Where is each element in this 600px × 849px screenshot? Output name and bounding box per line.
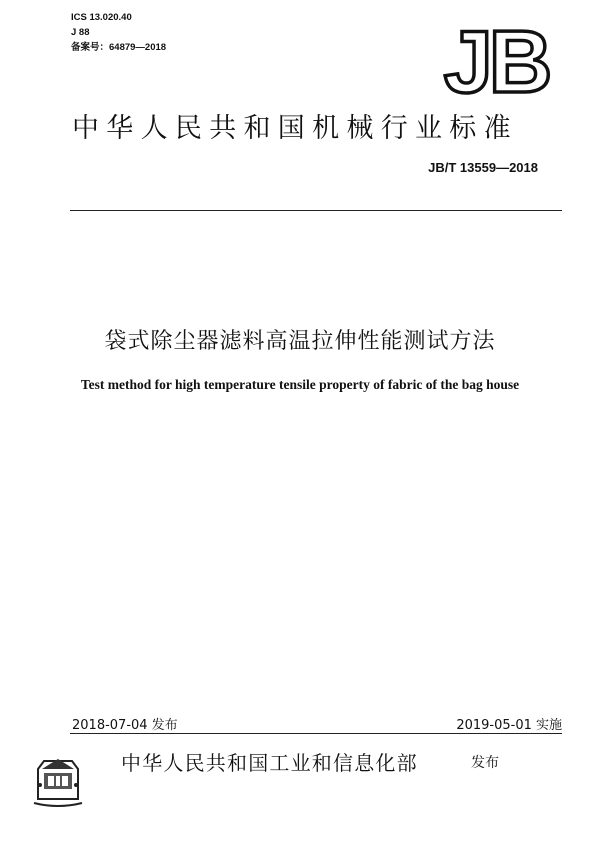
document-title-chinese: 袋式除尘器滤料高温拉伸性能测试方法 xyxy=(104,329,496,354)
issuing-authority: 中华人民共和国工业和信息化部 xyxy=(121,751,418,775)
record-number: 备案号：64879—2018 xyxy=(71,42,167,53)
publish-date: 2018-07-04 发布 xyxy=(72,718,178,733)
issuer-suffix: 发布 xyxy=(471,755,499,771)
bottom-divider xyxy=(70,733,562,734)
standard-number: JB/T 13559—2018 xyxy=(428,160,538,175)
implement-date: 2019-05-01 实施 xyxy=(456,718,562,733)
document-title-english: Test method for high temperature tensile property of fabric of the bag house xyxy=(80,377,520,392)
jb-logo xyxy=(432,20,560,100)
top-divider xyxy=(70,210,562,211)
ministry-seal-icon xyxy=(30,755,86,811)
ics-code: ICS 13.020.40 xyxy=(71,12,132,23)
svg-text:JB: JB xyxy=(443,20,549,100)
header-meta xyxy=(71,10,166,55)
organization-title: 中华人民共和国机械行业标准 xyxy=(72,113,518,144)
ccs-code: J 88 xyxy=(71,27,90,38)
